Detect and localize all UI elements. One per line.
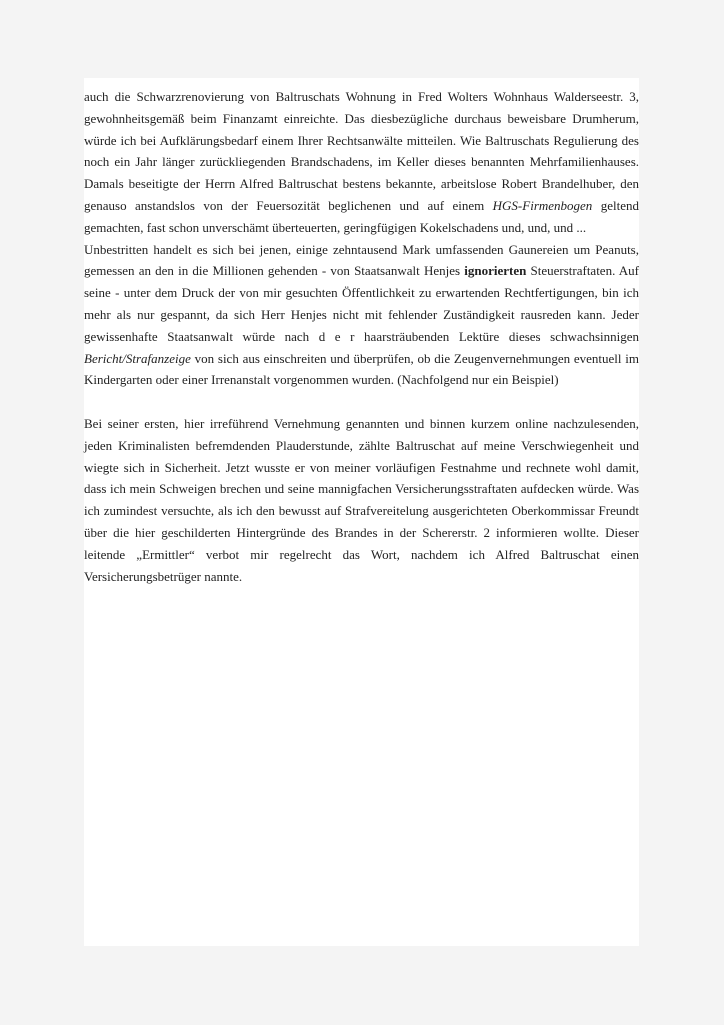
document-body: [84, 86, 639, 587]
italic-text-run: HGS-Firmenbogen: [492, 197, 593, 213]
paragraph-2: [84, 239, 639, 392]
document-page: [84, 78, 639, 946]
paragraph-1: [84, 86, 639, 239]
paragraph-3: [84, 413, 639, 587]
text-run: Steuerstraftaten. Auf seine - unter dem Druck der von mir gesuchten Öffentlichkeit zu erwartenden Rechtfertigungen, bin ich mehr als nur gespannt, da sich Herr Henjes nicht mit fehlender Zuständigkeit rausreden kann. Jeder gewissenhafte Staatsanwalt würde nach d e r haarsträubenden Lektüre dieses schwachsinnigen: [84, 263, 640, 344]
text-run: geltend gemachten, fast schon unverschämt überteuerten, geringfügigen Kokelschadens und, und, und ...: [84, 197, 639, 235]
text-run: von sich aus einschreiten und überprüfen, ob die Zeugenvernehmungen eventuell im Kindergarten oder einer Irrenanstalt vorgenommen wurden. (Nachfolgend nur ein Beispiel): [84, 350, 639, 388]
text-run: Bei seiner ersten, hier irreführend Vernehmung genannten und binnen kurzem online nachzulesenden, jeden Kriminalisten befremdenden Plauderstunde, zählte Baltruschat auf meine Verschwiegenheit und wiegte sich in Sicherheit. Jetzt wusste er von meiner vorläufigen Festnahme und rechnete wohl damit, dass ich mein Schweigen brechen und seine mannigfachen Versicherungsstraftaten aufdecken würde. Was ich zumindest versuchte, als ich den bewusst auf Strafvereitelung ausgerichteten Oberkommissar Freundt über die hier geschilderten Hintergründe des Brandes in der Schererstr. 2 informieren wollte. Dieser leitende „Ermittler“ verbot mir regelrecht das Wort, nachdem ich Alfred Baltruschat einen Versicherungsbetrüger nannte.: [84, 415, 639, 584]
italic-text-run: Bericht/Strafanzeige: [84, 350, 191, 366]
bold-text-run: ignorierten: [464, 263, 527, 279]
text-run: Unbestritten handelt es sich bei jenen, einige zehntausend Mark umfassenden Gaunereien um Peanuts, gemessen an den in die Millionen gehenden - von Staatsanwalt Henjes: [84, 241, 639, 279]
text-run: auch die Schwarzrenovierung von Baltruschats Wohnung in Fred Wolters Wohnhaus Walderseestr. 3, gewohnheitsgemäß beim Finanzamt einreichte. Das diesbezügliche durchaus beweisbare Drumherum, würde ich bei Aufklärungsbedarf einem Ihrer Rechtsanwälte mitteilen. Wie Baltruschats Regulierung des noch ein Jahr länger zurückliegenden Brandschadens, im Keller dieses benannten Mehrfamilienhauses. Damals beseitigte der Herrn Alfred Baltruschat bestens bekannte, arbeitslose Robert Brandelhuber, den genauso anstandslos von der Feuersozität beglichenen und auf einem: [84, 89, 639, 213]
